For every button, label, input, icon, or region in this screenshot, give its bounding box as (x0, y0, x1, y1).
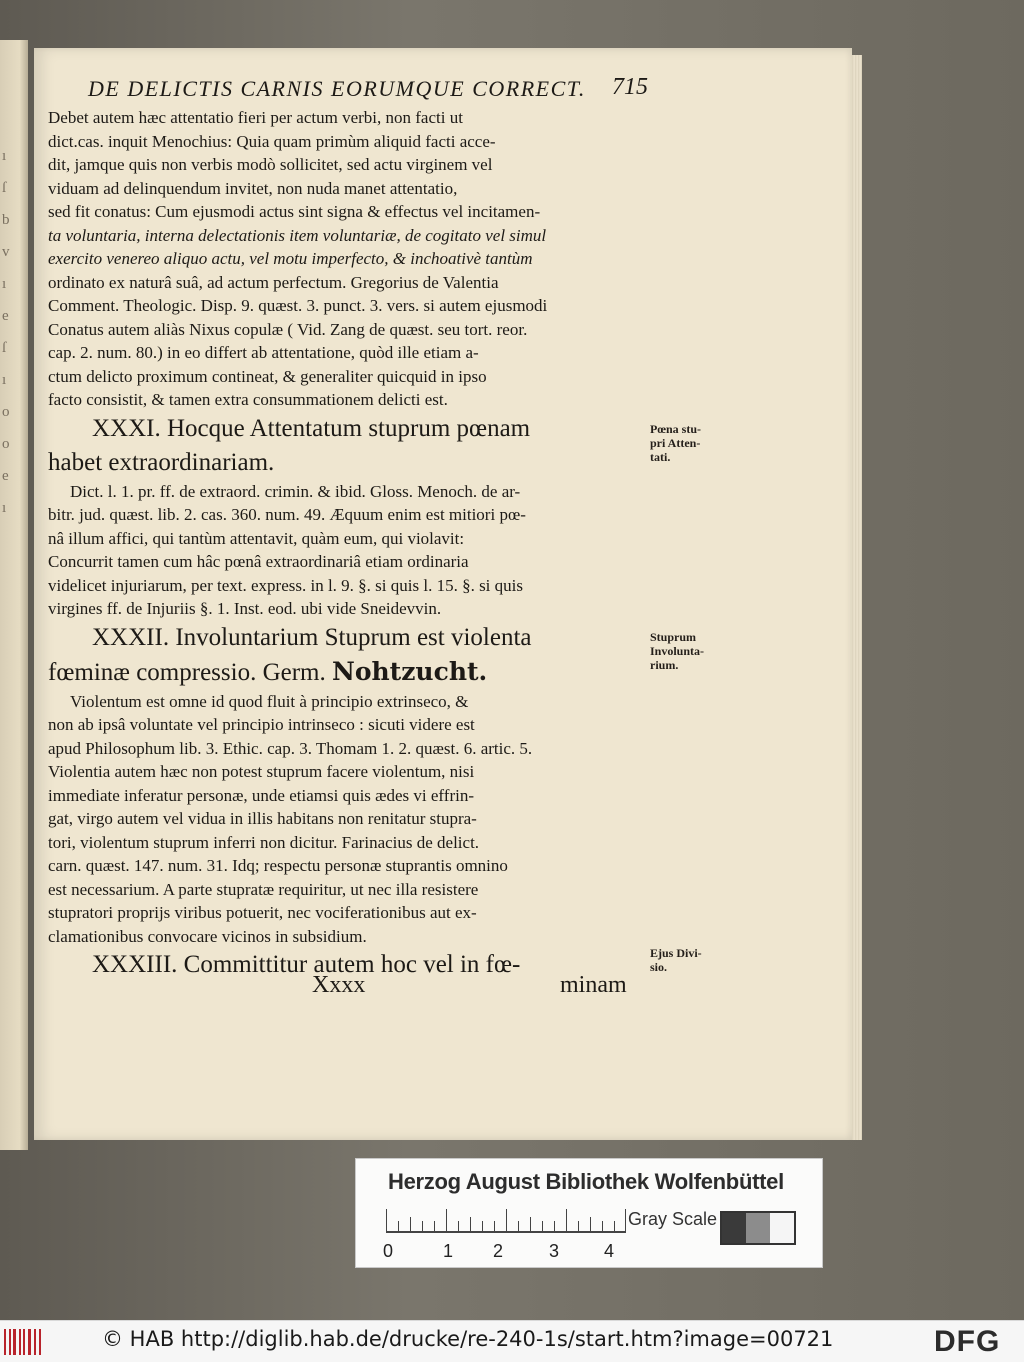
ruler-tick (446, 1209, 447, 1231)
text-line: Violentia autem hæc non potest stuprum facere violentum, nisi (48, 762, 475, 781)
text-line: apud Philosophum lib. 3. Ethic. cap. 3. Thomam 1. 2. quæst. 6. artic. 5. (48, 738, 533, 758)
text-line: viduam ad delinquendum invitet, non nuda manet attentatio, (48, 178, 458, 198)
text-line: clamationibus convocare vicinos in subsidium. (48, 926, 367, 946)
text-line: sed fit conatus: Cum ejusmodi actus sint signa & effectus vel incitamen- (48, 202, 541, 221)
running-head: DE DELICTIS CARNIS EORUMQUE CORRECT. (88, 76, 586, 101)
ruler-number: 4 (604, 1241, 615, 1261)
gray-swatch-light (770, 1213, 794, 1243)
text-line: nâ illum affici, qui tantùm attentavit, quàm eum, qui violavit: (48, 528, 465, 548)
gray-swatch-dark (722, 1213, 746, 1243)
thesis-heading (48, 655, 648, 690)
ruler-tick (458, 1221, 459, 1231)
text-line: tori, violentum stuprum inferri non dicitur. Farinacius de delict. (48, 832, 480, 852)
ruler-number: 0 (383, 1241, 394, 1261)
scale-ruler (386, 1209, 626, 1233)
ruler-tick (410, 1217, 411, 1231)
text-line: Debet autem hæc attentatio fieri per actum verbi, non facti ut (48, 108, 463, 127)
text-line: bitr. jud. quæst. lib. 2. cas. 360. num. 49. Æquum enim est mitiori pœ- (48, 505, 526, 524)
ruler-tick (518, 1221, 519, 1231)
text-line: est necessarium. A parte stupratæ requiritur, ut nec illa resistere (48, 879, 479, 899)
text-line: Concurrit tamen cum hâc pœnâ extraordinariâ etiam ordinaria (48, 552, 469, 571)
gray-scale-swatches (720, 1211, 796, 1245)
ruler-tick (566, 1209, 567, 1231)
ruler-tick (542, 1221, 543, 1231)
ruler-number: 3 (549, 1241, 560, 1261)
margin-note-32: Stuprum Involunta- rium. (650, 630, 705, 672)
ruler-tick (554, 1221, 555, 1231)
main-text (48, 106, 648, 982)
text-line: ctum delicto proximum contineat, & generaliter quicquid in ipso (48, 366, 487, 386)
text-line: dict.cas. inquit Menochius: Quia quam primùm aliquid facti acce- (48, 131, 496, 151)
library-name: Herzog August Bibliothek Wolfenbüttel (388, 1169, 784, 1194)
text-line: gat, virgo autem vel vidua in illis habitans non renitatur stupra- (48, 809, 477, 828)
ruler-tick (482, 1221, 483, 1231)
facing-page-fragments: ı ſ b v ı e ſ ı o o e ı (2, 148, 10, 516)
margin-note-31: Pœna stu- pri Atten- tati. (650, 422, 702, 464)
footer-bar (0, 1320, 1024, 1362)
text-line: Comment. Theologic. Disp. 9. quæst. 3. punct. 3. vers. si autem ejusmodi (48, 296, 548, 315)
book-page (34, 48, 852, 1140)
page-number: 715 (612, 74, 648, 100)
text-line: non ab ipsâ voluntate vel principio intrinseco : sicuti videre est (48, 715, 475, 734)
ruler-tick (614, 1221, 615, 1231)
hab-logo-icon (4, 1329, 44, 1355)
ruler-tick (434, 1221, 435, 1231)
catchword: minam (560, 972, 627, 998)
thesis-heading: XXXI. Hocque Attentatum stuprum pœnam (92, 414, 531, 442)
thesis-heading: XXXII. Involuntarium Stuprum est violenta (92, 623, 532, 651)
ruler-number: 1 (443, 1241, 454, 1261)
ruler-tick (398, 1221, 399, 1231)
thesis-heading: habet extraordinariam. (48, 448, 275, 476)
ruler-tick (494, 1221, 495, 1231)
text-line: Violentum est omne id quod fluit à principio extrinseco, & (70, 691, 469, 711)
gray-scale-label: Gray Scale (628, 1209, 718, 1229)
text-line: Conatus autem aliàs Nixus copulæ ( Vid. Zang de quæst. seu tort. reor. (48, 319, 528, 339)
copyright-link[interactable]: © HAB http://diglib.hab.de/drucke/re-240-1s/start.htm?image=00721 (102, 1327, 834, 1351)
signature-mark: Xxxx (312, 972, 366, 998)
gray-swatch-mid (746, 1213, 770, 1243)
ruler-tick (578, 1221, 579, 1231)
ruler-tick (625, 1209, 626, 1231)
text-line: ordinato ex naturâ suâ, ad actum perfectum. Gregorius de Valentia (48, 272, 499, 292)
text-line: stupratori proprijs viribus potuerit, nec vociferationibus aut ex- (48, 903, 477, 922)
facing-page-edge (0, 40, 28, 1150)
ruler-tick (530, 1217, 531, 1231)
text-line: facto consistit, & tamen extra consummationem delicti est. (48, 390, 448, 409)
text-line: virgines ff. de Injuriis §. 1. Inst. eod. ubi vide Sneidevvin. (48, 599, 442, 618)
margin-note-33: Ejus Divi- sio. (650, 946, 702, 974)
dfg-logo: DFG (934, 1325, 1001, 1358)
ruler-tick (590, 1217, 591, 1231)
fraktur-term: Nohtzucht. (331, 656, 488, 686)
text-line: Dict. l. 1. pr. ff. de extraord. crimin. & ibid. Gloss. Menoch. de ar- (70, 481, 521, 501)
text-line: ta voluntaria, interna delectationis item voluntariæ, de cogitato vel simul (48, 225, 547, 245)
ruler-tick (470, 1217, 471, 1231)
text-line: cap. 2. num. 80.) in eo differt ab attentatione, quòd ille etiam a- (48, 343, 479, 362)
thesis-text: fœminæ compressio. Germ. (48, 658, 326, 686)
ruler-tick (602, 1221, 603, 1231)
thesis-heading: XXXIII. Committitur autem hoc vel in fœ- (92, 951, 521, 978)
text-line: exercito venereo aliquo actu, vel motu imperfecto, & inchoativè tantùm (48, 249, 533, 268)
text-line: immediate inferatur personæ, unde etiamsi quis ædes vi effrin- (48, 785, 474, 805)
ruler-tick (422, 1221, 423, 1231)
text-line: carn. quæst. 147. num. 31. Idq; respectu personæ stuprantis omnino (48, 856, 508, 875)
text-line: dit, jamque quis non verbis modò sollicitet, sed actu virginem vel (48, 155, 493, 174)
ruler-tick (506, 1209, 507, 1231)
ruler-number: 2 (493, 1241, 504, 1261)
ruler-tick (386, 1209, 387, 1231)
library-color-plate (355, 1158, 823, 1268)
text-line: videlicet injuriarum, per text. express. in l. 9. §. si quis l. 15. §. si quis (48, 575, 523, 595)
